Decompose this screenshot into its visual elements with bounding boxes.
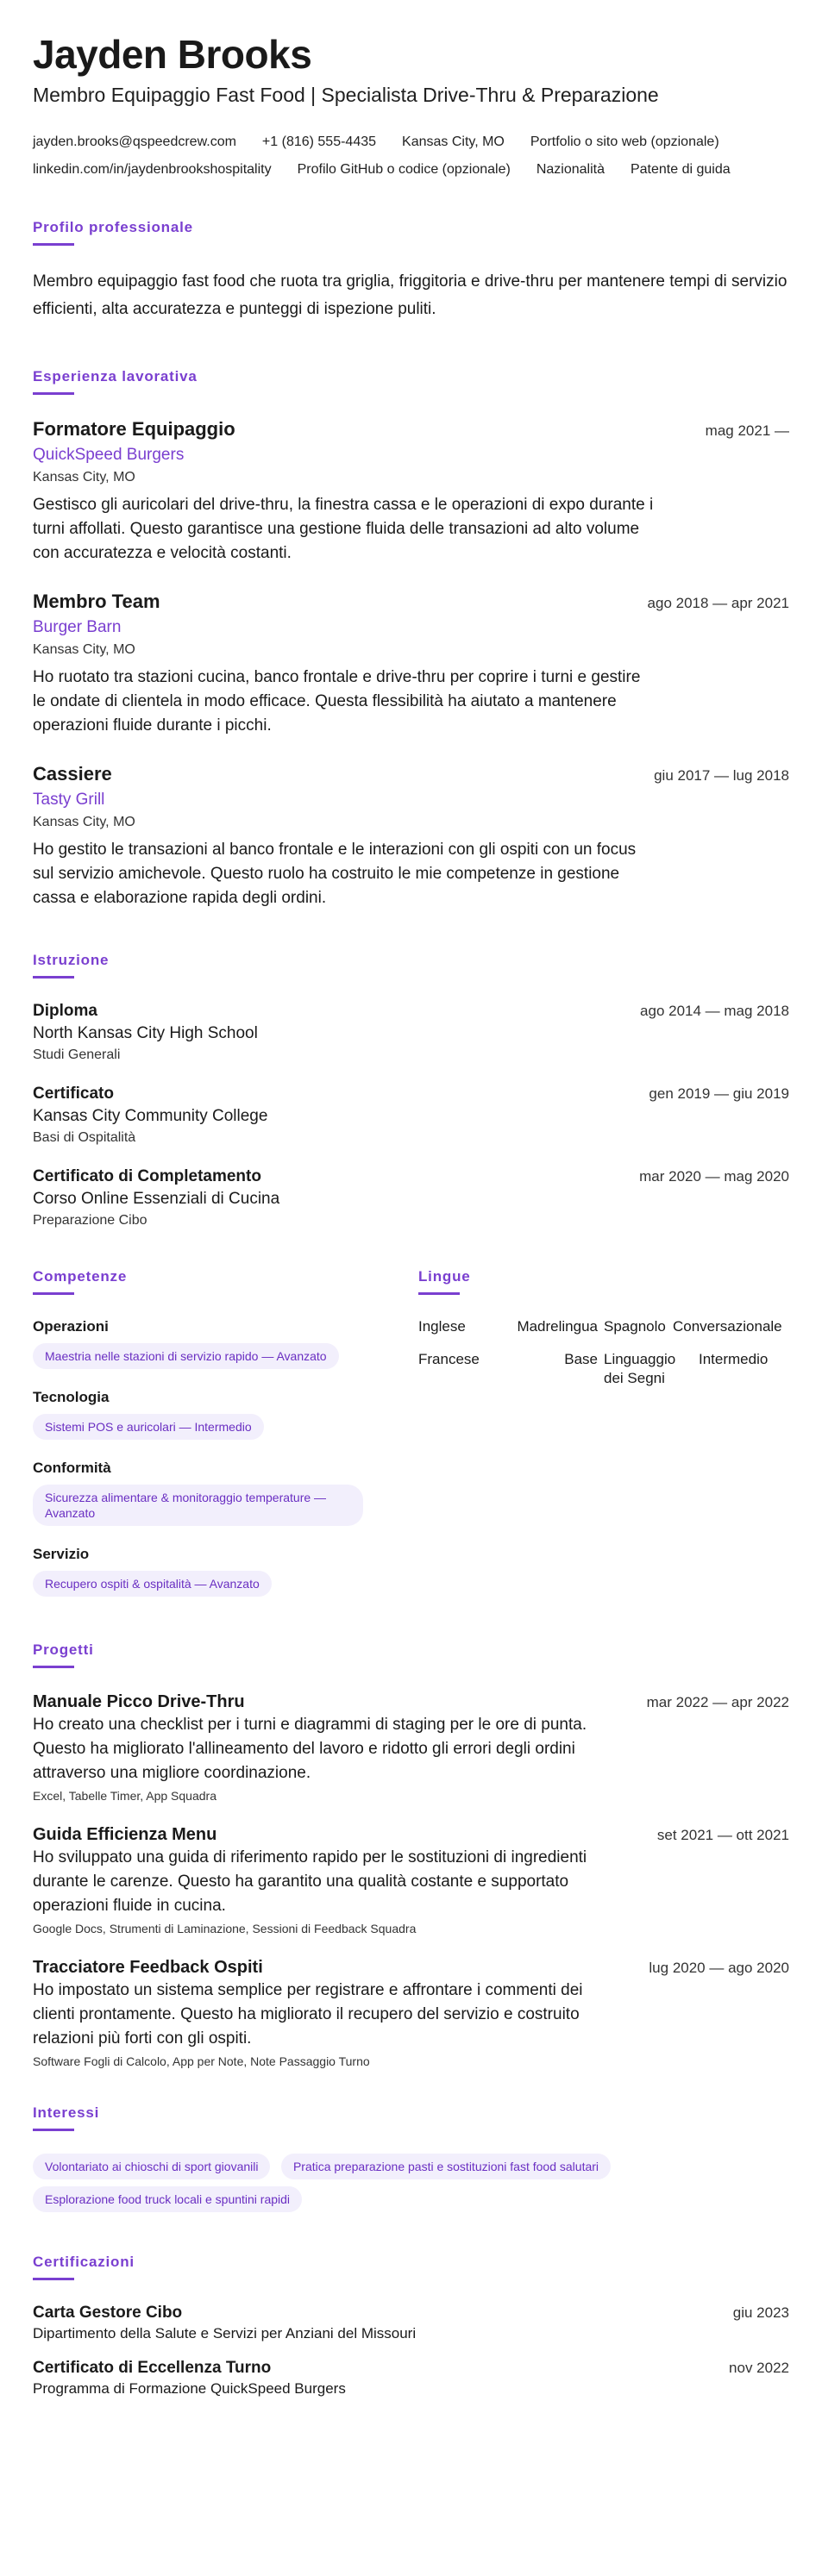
interest-chip: Volontariato ai chioschi di sport giovanili: [33, 2154, 270, 2179]
section-divider: [33, 2278, 74, 2280]
projects-section: [33, 1641, 789, 2070]
profile-summary: Membro equipaggio fast food che ruota tra griglia, friggitoria e drive-thru per mantenere tempi di servizio efficienti, alta accuratezza e punteggi di ispezione puliti.: [33, 272, 787, 319]
education-entry: [33, 1001, 789, 1065]
language-level: Madrelingua: [517, 1318, 598, 1335]
job-description: Ho gestito le transazioni al banco frontale e le interazioni con gli ospiti con un focus sul servizio amichevole. Questo ruolo ha costruito le mie competenze in gestione cassa e elaborazione rapida degli ordini.: [33, 841, 637, 908]
skill-group: [33, 1388, 381, 1447]
project-description: Ho sviluppato una guida di riferimento rapido per le sostituzioni di ingredienti durante le carenze. Questo ha garantito una qualità costante e supportato operazioni fluide in cucina.: [33, 1848, 587, 1916]
language-level: Base: [564, 1351, 598, 1368]
project-dates: set 2021 — ott 2021: [656, 1827, 789, 1844]
skill-category: Servizio: [33, 1546, 90, 1563]
skill-category: Operazioni: [33, 1318, 109, 1335]
project-title: Manuale Picco Drive-Thru: [33, 1692, 245, 1712]
contact-nationality: Nazionalità: [536, 162, 605, 178]
profile-section: [33, 219, 789, 323]
job-location: Kansas City, MO: [33, 815, 135, 830]
certification-date: nov 2022: [729, 2360, 789, 2377]
interest-chip: Pratica preparazione pasti e sostituzioni fast food salutari: [281, 2154, 611, 2179]
job-entry: [33, 590, 789, 738]
skill-category: Tecnologia: [33, 1389, 110, 1406]
experience-section-title: Esperienza lavorativa: [33, 368, 198, 385]
project-description: Ho creato una checklist per i turni e diagrammi di staging per le ore di punta. Questo ha migliorato l'allineamento del lavoro e ridotto gli errori degli ordini attraverso una migliore coordinazione.: [33, 1716, 587, 1783]
language-item: [604, 1317, 789, 1336]
project-entry: [33, 1956, 789, 2070]
project-description: Ho impostato un sistema semplice per registrare e affrontare i commenti dei clienti prontamente. Questo ha migliorato il recupero del servizio e costruito relazioni più forti con gli ospiti.: [33, 1981, 583, 2048]
job-company: Tasty Grill: [33, 791, 105, 810]
education-section: [33, 952, 789, 1230]
education-field: Studi Generali: [33, 1047, 121, 1063]
project-dates: mar 2022 — apr 2022: [646, 1694, 789, 1711]
candidate-headline: Membro Equipaggio Fast Food | Specialista Drive-Thru & Preparazione: [33, 83, 659, 106]
education-school: North Kansas City High School: [33, 1024, 258, 1043]
section-divider: [33, 243, 74, 246]
interests-section: [33, 2104, 789, 2219]
skill-chip: Recupero ospiti & ospitalità — Avanzato: [33, 1571, 272, 1597]
language-row: [418, 1317, 789, 1336]
certification-entry: [33, 2303, 789, 2344]
job-dates: mag 2021 —: [705, 422, 789, 440]
job-entry: [33, 417, 789, 566]
project-entry: [33, 1823, 789, 1937]
language-item: [604, 1350, 789, 1388]
project-entry: [33, 1691, 789, 1804]
experience-section: [33, 368, 789, 910]
skill-chip: Sicurezza alimentare & monitoraggio temperature — Avanzato: [33, 1485, 363, 1526]
job-location: Kansas City, MO: [33, 470, 135, 485]
education-school: Corso Online Essenziali di Cucina: [33, 1190, 280, 1209]
contact-github[interactable]: Profilo GitHub o codice (opzionale): [297, 162, 511, 178]
job-title: Membro Team: [33, 591, 160, 613]
certification-issuer: Dipartimento della Salute e Servizi per Anziani del Missouri: [33, 2325, 417, 2342]
language-level: Intermedio: [699, 1351, 769, 1368]
skill-category: Conformità: [33, 1460, 111, 1477]
project-title: Guida Efficienza Menu: [33, 1825, 217, 1845]
section-divider: [33, 1666, 74, 1668]
education-field: Preparazione Cibo: [33, 1213, 147, 1229]
job-dates: ago 2018 — apr 2021: [647, 595, 789, 612]
education-dates: gen 2019 — giu 2019: [649, 1085, 789, 1103]
certification-entry: [33, 2358, 789, 2399]
project-title: Tracciatore Feedback Ospiti: [33, 1958, 263, 1978]
interests-list: [33, 2154, 789, 2219]
education-section-title: Istruzione: [33, 952, 110, 969]
job-description: Gestisco gli auricolari del drive-thru, la finestra cassa e le operazioni di expo durante i turni affollati. Questo garantisce una gestione fluida delle transazioni ad alto volume con accuratezza e velocità costanti.: [33, 496, 654, 563]
interests-section-title: Interessi: [33, 2104, 100, 2122]
contact-driving-license: Patente di guida: [630, 162, 731, 178]
education-entry: [33, 1166, 789, 1230]
education-dates: mar 2020 — mag 2020: [639, 1168, 789, 1185]
section-divider: [33, 2129, 74, 2131]
skill-chip: Sistemi POS e auricolari — Intermedio: [33, 1414, 264, 1440]
skill-chip: Maestria nelle stazioni di servizio rapido — Avanzato: [33, 1343, 339, 1369]
job-dates: giu 2017 — lug 2018: [654, 767, 789, 785]
education-dates: ago 2014 — mag 2018: [640, 1003, 789, 1020]
contact-info: [33, 134, 789, 178]
language-name: Spagnolo: [604, 1318, 666, 1335]
project-tools: Software Fogli di Calcolo, App per Note, Note Passaggio Turno: [33, 2054, 370, 2069]
contact-location: Kansas City, MO: [402, 134, 505, 150]
education-entry: [33, 1084, 789, 1147]
certification-issuer: Programma di Formazione QuickSpeed Burgers: [33, 2380, 346, 2398]
skill-group: [33, 1545, 381, 1604]
education-school: Kansas City Community College: [33, 1107, 268, 1126]
section-divider: [418, 1292, 460, 1295]
language-item: [418, 1317, 604, 1336]
project-tools: Google Docs, Strumenti di Laminazione, Sessioni di Feedback Squadra: [33, 1922, 417, 1936]
section-divider: [33, 1292, 74, 1295]
languages-section: [418, 1268, 789, 1616]
certification-name: Carta Gestore Cibo: [33, 2304, 183, 2323]
profile-section-title: Profilo professionale: [33, 219, 193, 236]
education-degree: Certificato di Completamento: [33, 1167, 261, 1186]
language-row: [418, 1350, 789, 1388]
job-entry: [33, 762, 789, 910]
skill-group: [33, 1317, 381, 1376]
job-description: Ho ruotato tra stazioni cucina, banco frontale e drive-thru per coprire i turni e gestire le ondate di clientela in modo efficace. Questa flessibilità ha aiutato a mantenere operazioni fluide durante i picchi.: [33, 668, 641, 735]
language-name: Inglese: [418, 1318, 466, 1335]
language-item: [418, 1350, 604, 1388]
skills-languages-block: [33, 1268, 789, 1616]
job-company: QuickSpeed Burgers: [33, 446, 185, 465]
skills-section-title: Competenze: [33, 1268, 128, 1285]
job-company: Burger Barn: [33, 618, 122, 637]
certifications-section-title: Certificazioni: [33, 2254, 135, 2271]
education-degree: Certificato: [33, 1085, 114, 1104]
skill-group: [33, 1459, 381, 1533]
certification-name: Certificato di Eccellenza Turno: [33, 2359, 272, 2378]
job-title: Cassiere: [33, 763, 112, 785]
education-degree: Diploma: [33, 1002, 97, 1021]
projects-section-title: Progetti: [33, 1641, 94, 1659]
candidate-name: Jayden Brooks: [33, 32, 312, 77]
contact-phone[interactable]: +1 (816) 555-4435: [261, 134, 377, 150]
section-divider: [33, 392, 74, 395]
language-name: Francese: [418, 1351, 480, 1368]
language-name: Linguaggio dei Segni: [604, 1351, 676, 1387]
section-divider: [33, 976, 74, 979]
contact-email[interactable]: jayden.brooks@qspeedcrew.com: [33, 134, 236, 150]
job-location: Kansas City, MO: [33, 642, 135, 658]
education-field: Basi di Ospitalità: [33, 1130, 136, 1146]
contact-linkedin[interactable]: linkedin.com/in/jaydenbrookshospitality: [33, 162, 272, 178]
project-tools: Excel, Tabelle Timer, App Squadra: [33, 1789, 216, 1804]
job-title: Formatore Equipaggio: [33, 418, 235, 441]
languages-section-title: Lingue: [418, 1268, 471, 1285]
contact-portfolio[interactable]: Portfolio o sito web (opzionale): [530, 134, 719, 150]
project-dates: lug 2020 — ago 2020: [649, 1960, 789, 1977]
certification-date: giu 2023: [732, 2304, 789, 2322]
certifications-section: [33, 2254, 789, 2399]
language-level: Conversazionale: [673, 1318, 782, 1335]
skills-section: [33, 1268, 381, 1616]
interest-chip: Esplorazione food truck locali e spuntini rapidi: [33, 2186, 302, 2212]
